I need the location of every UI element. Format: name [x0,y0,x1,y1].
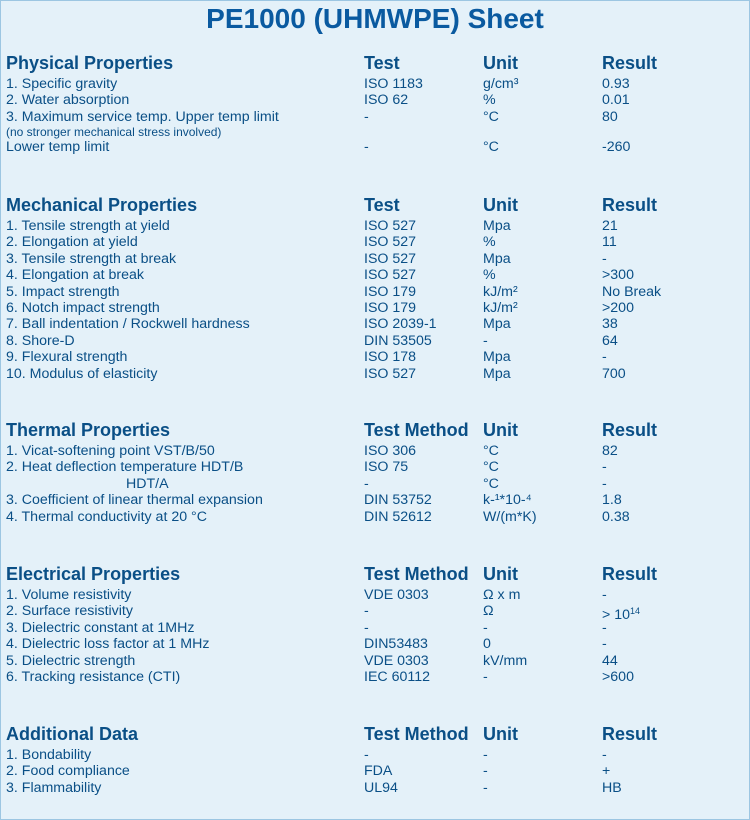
property-name: 1. Vicat-softening point VST/B/50 [6,443,215,459]
property-name: 5. Impact strength [6,283,120,300]
property-name: 2. Heat deflection temperature HDT/B [6,459,244,476]
property-name: 4. Thermal conductivity at 20 °C [6,508,207,525]
col-header-result: Result [602,724,658,744]
page-title: PE1000 (UHMWPE) Sheet [206,3,544,34]
unit: kJ/m² [483,299,518,316]
test-method: ISO 527 [364,267,417,284]
unit: Mpa [483,250,511,267]
result: 0.01 [602,92,630,109]
table-row [0,218,750,234]
col-header-unit: Unit [483,420,518,440]
test-method: - [364,619,369,636]
additional-data-section [0,721,750,796]
result: - [602,636,607,653]
property-name: 2. Surface resistivity [6,603,133,620]
result: 64 [602,332,618,349]
table-row [0,763,750,779]
table-row [0,316,750,332]
col-header-unit: Unit [483,564,518,584]
test-method: DIN 53505 [364,332,432,349]
table-row [0,251,750,267]
result: - [602,349,607,366]
result: 11 [602,234,617,251]
test-method: ISO 62 [364,92,409,109]
test-method: ISO 179 [364,299,417,316]
unit: - [483,763,488,780]
unit: g/cm³ [483,76,519,92]
table-row [0,587,750,603]
unit: k-¹*10-⁴ [483,492,532,509]
test-method: - [364,747,369,763]
result-base: > 10 [602,607,631,624]
table-row [0,780,750,796]
property-name: 5. Dielectric strength [6,652,136,669]
test-method: VDE 0303 [364,587,429,603]
col-header-test-method: Test Method [364,420,469,440]
thermal-properties-section [0,417,750,525]
result: 44 [602,652,618,669]
result: - [602,250,607,267]
unit: Mpa [483,218,511,234]
test-method: - [364,139,369,156]
result: HB [602,779,622,796]
property-name: 8. Shore-D [6,332,75,349]
unit: - [483,619,488,636]
section-title: Mechanical Properties [6,195,198,215]
result: 0.38 [602,508,630,525]
unit: kJ/m² [483,283,518,300]
test-method: VDE 0303 [364,652,429,669]
unit: °C [483,475,499,492]
result: 38 [602,316,618,333]
table-row [0,636,750,652]
property-name: 4. Dielectric loss factor at 1 MHz [6,636,210,653]
result: - [602,475,607,492]
property-name: 3. Maximum service temp. Upper temp limit [6,108,279,125]
table-row [0,76,750,92]
table-row [0,267,750,283]
property-name: 1. Tensile strength at yield [6,218,170,234]
property-name: 1. Specific gravity [6,76,118,92]
table-row [0,139,750,155]
property-name: 4. Elongation at break [6,267,145,284]
test-method: ISO 178 [364,349,417,366]
property-name: HDT/A [126,475,169,492]
property-name: 1. Bondability [6,747,92,763]
section-header [0,721,750,747]
section-title: Additional Data [6,724,139,744]
table-row [0,300,750,316]
table-row [0,234,750,250]
property-name: 2. Food compliance [6,763,130,780]
result: - [602,587,607,603]
test-method: ISO 527 [364,234,417,251]
unit: °C [483,139,499,156]
result: 80 [602,108,618,125]
table-row [0,669,750,685]
result: >600 [602,668,634,685]
col-header-test: Test [364,53,400,73]
table-row [0,620,750,636]
unit: - [483,747,488,763]
property-name: 3. Flammability [6,779,102,796]
result: - [602,619,607,636]
property-name: 1. Volume resistivity [6,587,132,603]
col-header-result: Result [602,53,658,73]
test-method: - [364,475,369,492]
table-row [0,443,750,459]
unit: °C [483,108,499,125]
col-header-unit: Unit [483,53,518,73]
test-method: ISO 306 [364,443,417,459]
result: 21 [602,218,618,234]
table-row [0,109,750,125]
test-method: IEC 60112 [364,668,430,685]
test-method: FDA [364,763,393,780]
col-header-test-method: Test Method [364,564,469,584]
table-row [0,459,750,475]
result: No Break [602,283,662,300]
col-header-result: Result [602,564,658,584]
test-method: - [364,603,369,620]
col-header-unit: Unit [483,195,518,215]
unit: Ω [483,603,494,620]
property-name: Lower temp limit [6,139,110,156]
test-method: DIN 52612 [364,508,432,525]
physical-properties-section [0,50,750,156]
unit: % [483,267,496,284]
unit: Mpa [483,349,511,366]
unit: - [483,668,488,685]
mechanical-properties-section [0,192,750,382]
unit: % [483,92,496,109]
table-row [0,476,750,492]
col-header-result: Result [602,420,658,440]
result: -260 [602,139,631,156]
table-row [0,366,750,382]
unit: °C [483,443,499,459]
unit: - [483,779,488,796]
test-method: ISO 179 [364,283,417,300]
property-name: 2. Water absorption [6,92,130,109]
section-header [0,192,750,218]
unit: °C [483,459,499,476]
test-method: DIN 53752 [364,492,432,509]
electrical-properties-section [0,561,750,685]
result: 1.8 [602,492,622,509]
property-name: 3. Dielectric constant at 1MHz [6,619,195,636]
section-title: Thermal Properties [6,420,171,440]
table-row [0,603,750,624]
table-row [0,653,750,669]
result: 0.93 [602,76,630,92]
result: + [602,763,611,780]
table-row [0,333,750,349]
result: >300 [602,267,634,284]
section-header [0,50,750,76]
unit: W/(m*K) [483,508,537,525]
test-method: ISO 527 [364,218,417,234]
result: 82 [602,443,618,459]
col-header-result: Result [602,195,658,215]
result: >200 [602,299,634,316]
table-row [0,284,750,300]
test-method: ISO 527 [364,365,417,382]
table-row [0,492,750,508]
test-method: DIN53483 [364,636,428,653]
section-title: Electrical Properties [6,564,181,584]
unit: Mpa [483,316,511,333]
table-row [0,92,750,108]
section-header [0,417,750,443]
table-row [0,747,750,763]
unit: Ω x m [483,587,521,603]
unit: - [483,332,488,349]
test-method: UL94 [364,779,398,796]
table-row-note [0,125,750,139]
result: - [602,747,607,763]
note-text: (no stronger mechanical stress involved) [6,125,222,140]
result-exponent: 14 [630,606,641,617]
table-row [0,509,750,525]
test-method: ISO 1183 [364,76,423,92]
unit: 0 [483,636,491,653]
property-name: 10. Modulus of elasticity [6,365,158,382]
result: 700 [602,365,626,382]
result: - [602,459,607,476]
unit: kV/mm [483,652,528,669]
property-name: 2. Elongation at yield [6,234,138,251]
section-header [0,561,750,587]
col-header-test-method: Test Method [364,724,469,744]
property-name: 6. Notch impact strength [6,299,160,316]
test-method: ISO 527 [364,250,417,267]
section-title: Physical Properties [6,53,174,73]
property-name: 3. Tensile strength at break [6,250,177,267]
property-name: 3. Coefficient of linear thermal expansion [6,492,263,509]
test-method: ISO 2039-1 [364,316,437,333]
table-row [0,349,750,365]
col-header-unit: Unit [483,724,518,744]
property-name: 6. Tracking resistance (CTI) [6,668,181,685]
test-method: ISO 75 [364,459,409,476]
test-method: - [364,108,369,125]
unit: % [483,234,496,251]
property-name: 7. Ball indentation / Rockwell hardness [6,316,250,333]
unit: Mpa [483,365,511,382]
property-name: 9. Flexural strength [6,349,128,366]
col-header-test: Test [364,195,400,215]
